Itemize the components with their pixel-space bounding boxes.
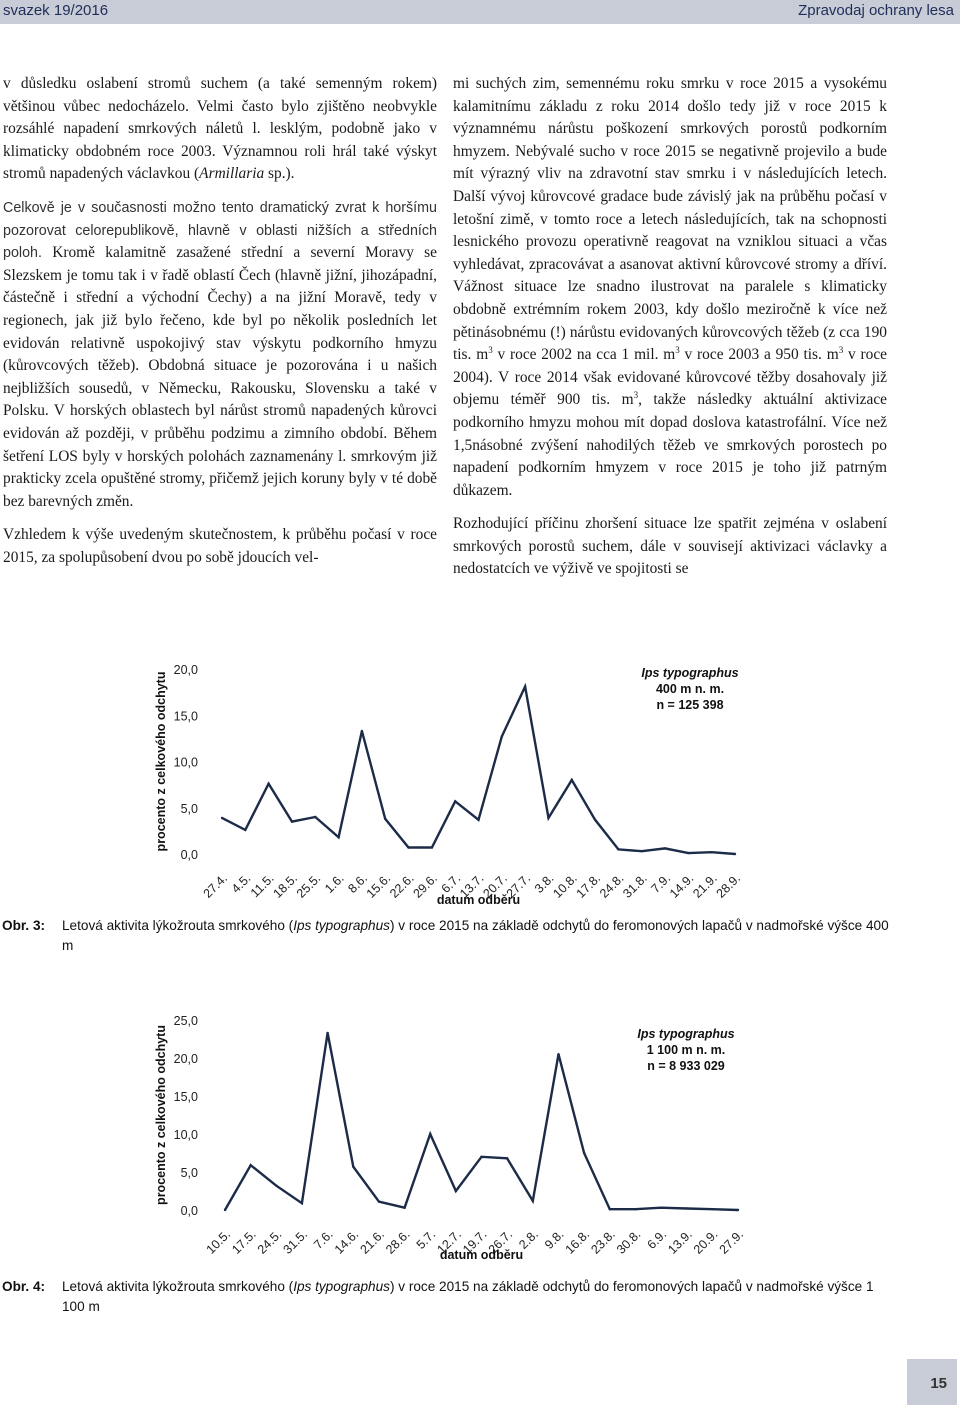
chart-flight-activity-1100m: [0, 1008, 960, 1268]
figure-caption: [0, 1277, 960, 1317]
y-tick-label: 15,0: [173, 709, 198, 724]
data-point: [609, 1208, 611, 1210]
y-tick-label: 15,0: [173, 1090, 198, 1104]
text-column-left: [3, 73, 437, 580]
data-point: [480, 1156, 482, 1158]
data-point: [267, 783, 269, 785]
data-point: [221, 817, 223, 819]
data-point: [664, 847, 666, 849]
chart-annotation: 1 100 m n. m.: [646, 1043, 726, 1057]
data-point: [660, 1207, 662, 1209]
x-tick-label: 21.9.: [690, 871, 720, 901]
x-tick-label: 2.8.: [516, 1227, 541, 1252]
x-tick-label: 11.5.: [247, 871, 277, 901]
x-tick-label: 7.6.: [311, 1227, 336, 1252]
x-tick-label: 6.7.: [438, 871, 464, 896]
x-tick-label: 8.6.: [345, 871, 371, 896]
page-header: [0, 0, 960, 24]
x-tick-label: 19.7.: [460, 1227, 490, 1257]
x-axis-title: datum odběru: [439, 1248, 524, 1262]
y-tick-label: 10,0: [173, 1128, 198, 1142]
x-tick-label: 25.5.: [293, 871, 324, 901]
caption-label: Obr. 4:: [2, 1279, 46, 1294]
x-tick-label: 12.7.: [434, 1227, 464, 1257]
chart-flight-activity-400m: [0, 655, 960, 910]
data-point: [711, 1208, 713, 1210]
x-tick-label: 13.9.: [665, 1227, 695, 1257]
data-point: [634, 1208, 636, 1210]
x-tick-label: 28.6.: [383, 1227, 413, 1257]
data-point: [454, 800, 456, 802]
data-point: [431, 846, 433, 848]
chart-annotation: Ips typographus: [637, 1027, 735, 1041]
journal-title: Zpravodaj ochrany lesa: [798, 2, 954, 19]
chart-svg: [0, 1008, 960, 1268]
data-point: [429, 1133, 431, 1135]
x-tick-label: 5.7.: [413, 1227, 439, 1252]
data-point: [361, 730, 363, 732]
data-point: [477, 819, 479, 821]
paragraph: Celkově je v současnosti možno tento dramatický zvrat k horšímu pozorovat celorepublikově, hlavně v oblasti nižších a středních poloh. Kromě kalamitně zasažené střední a severní Moravy se Slezskem je tomu tak i v řadě oblastí Čech (hlavně jižní, jihozápadní, částečně i střední a východní Čechy) a na jižní Moravě, tedy v regionech, jak již bylo řečeno, kde byl po několik posledních let evidován relativně uspokojivý stav výskytu podkorního hmyzu (kůrovcových těžeb). Obdobná situace je pozorována i u našich nejbližších sousedů, v Německu, Rakousku, Slovensku a také v Polsku. V horských oblastech byl nárůst stromů napadených kůrovci evidován až později, v průběhu podzimu a zimního období. Během šetření LOS byly v horských polohách zaznamenány l. smrkovým již prakticky zcela opuštěné stromy, přičemž jejich koruny byly v té době bez barevných změn.: [3, 199, 437, 510]
volume-label: svazek 19/2016: [3, 2, 109, 19]
page-number: 15: [930, 1375, 947, 1392]
data-point: [326, 1032, 328, 1034]
data-point: [583, 1152, 585, 1154]
x-tick-label: 22.6.: [387, 871, 417, 901]
x-tick-label: 1.6.: [322, 871, 347, 896]
data-point: [352, 1165, 354, 1167]
y-tick-label: 5,0: [180, 1166, 198, 1180]
y-tick-label: 25,0: [173, 1014, 198, 1028]
y-axis-title: procento z celkového odchytu: [154, 671, 168, 852]
x-tick-label: 28.9.: [713, 871, 744, 901]
x-tick-label: 23.8.: [588, 1227, 618, 1257]
data-point: [301, 1202, 303, 1204]
data-point: [455, 1190, 457, 1192]
x-tick-label: 16.8.: [562, 1227, 593, 1257]
data-point: [384, 818, 386, 820]
caption-text: Letová aktivita lýkožrouta smrkového (Ips typographus) v roce 2015 na základě odchytů do feromonových lapačů v nadmořské výšce 400 m: [62, 918, 889, 953]
x-tick-label: 13.7.: [457, 871, 487, 901]
x-tick-label: 15.6.: [363, 871, 394, 901]
x-tick-label: 31.8.: [620, 871, 650, 901]
data-point: [686, 1207, 688, 1209]
data-point: [710, 851, 712, 853]
data-point: [378, 1200, 380, 1202]
chart-annotation: 400 m n. m.: [655, 682, 725, 696]
chart-svg: [0, 655, 960, 910]
x-tick-label: 27.4.: [200, 871, 231, 901]
x-tick-label: 31.5.: [280, 1227, 311, 1257]
x-tick-label: 10.5.: [203, 1227, 234, 1257]
x-tick-label: 24.8.: [596, 871, 627, 901]
x-tick-label: 24.5.: [254, 1227, 285, 1257]
x-tick-label: 26.7.: [485, 1227, 516, 1257]
data-point: [617, 848, 619, 850]
text-column-right: [453, 73, 887, 592]
data-point: [275, 1184, 277, 1186]
x-tick-label: 20.7.: [480, 871, 510, 901]
y-tick-label: 5,0: [180, 801, 198, 816]
data-point: [594, 819, 596, 821]
y-tick-label: 0,0: [180, 1204, 198, 1218]
paragraph: v důsledku oslabení stromů suchem (a také semenným rokem) většinou vůbec nedocházelo. Velmi často bylo zjištěno neobvykle rozsáhlé napadení smrkových náletů l. lesklým, podobně jako v klimaticky obdobném roce 2003. Významnou roli hrál také výskyt stromů napadených václavkou (Armillaria sp.).: [3, 75, 437, 183]
x-tick-label: 17.5.: [229, 1227, 259, 1257]
y-tick-label: 0,0: [180, 848, 198, 862]
caption-text: Letová aktivita lýkožrouta smrkového (Ips typographus) v roce 2015 na základě odchytů do feromonových lapačů v nadmořské výšce 1 100 m: [62, 1279, 874, 1314]
paragraph: mi suchých zim, semennému roku smrku v roce 2015 a vysokému kalamitnímu základu z roku 2014 došlo tedy již v roce 2015 k významnému nárůstu poškození smrkových porostů podkorním hmyzem. Nebývalé sucho v roce 2015 se negativně projevilo a bude mít výrazný vliv na zdravotní stav smrku i v následujících letech. Další vývoj kůrovcové gradace bude závislý jak na průběhu počasí v letošní zimě, v tomto roce a letech následujících, tak na schopnosti lesnického provozu operativně reagovat na vzniklou situaci a včas vyhledávat, zpracovávat a asanovat aktivní kůrovcové stromy a dříví. Vážnost situace lze snadno ilustrovat na paralele s klimaticky obdobně extrémním rokem 2003, kdy došlo meziročně k více než pětinásobnému (!) nárůstu evidovaných kůrovcových těžeb (z cca 190 tis. $m^3$ v roce 2002 na cca 1 mil. $m^3$ v roce 2003 a 950 tis. $m^3$ v roce 2004). V roce 2014 však evidované kůrovcové těžby dosahovaly již objemu téměř 900 tis. $m^3$, takže následky aktuální aktivizace podkorního hmyzu mohou mít dopad doslova katastrofální. Více než 1,5násobné zvýšení nahodilých těžeb ve smrkových porostech po napadení podkorním hmyzem v roce 2015 je toho již patrným důkazem.: [453, 75, 887, 499]
x-tick-label: 9.8.: [541, 1227, 567, 1252]
data-point: [506, 1157, 508, 1159]
x-tick-label: 27.9.: [716, 1227, 747, 1257]
data-point: [291, 820, 293, 822]
data-point: [244, 829, 246, 831]
x-tick-label: 4.5.: [228, 871, 254, 896]
x-tick-label: 27.7.: [503, 871, 534, 901]
data-point: [557, 1053, 559, 1055]
x-tick-label: 17.8.: [573, 871, 604, 901]
paragraph: Rozhodující příčinu zhoršení situace lze spatřit zejména v oslabení smrkových porostů suchem, dále v souvisejí aktivizaci václavky a nedostatcích ve výživě ve spojitosti se: [453, 515, 887, 578]
y-tick-label: 20,0: [173, 1052, 198, 1066]
data-point: [337, 836, 339, 838]
data-point: [403, 1207, 405, 1209]
data-point: [249, 1164, 251, 1166]
data-point: [314, 816, 316, 818]
data-point: [547, 817, 549, 819]
x-tick-label: 30.8.: [613, 1227, 644, 1257]
chart-annotation: n = 8 933 029: [647, 1059, 725, 1073]
x-tick-label: 18.5.: [270, 871, 301, 901]
data-point: [641, 850, 643, 852]
data-point: [532, 1200, 534, 1202]
y-tick-label: 10,0: [173, 755, 198, 770]
y-axis-title: procento z celkového odchytu: [154, 1025, 168, 1205]
data-point: [687, 852, 689, 854]
data-point: [571, 779, 573, 781]
page-number-box: [907, 1359, 957, 1405]
data-point: [224, 1209, 226, 1211]
chart-annotation: Ips typographus: [641, 666, 739, 680]
caption-label: Obr. 3:: [2, 918, 46, 933]
x-tick-label: 7.9.: [648, 871, 674, 896]
x-tick-label: 14.6.: [331, 1227, 362, 1257]
y-tick-label: 20,0: [173, 663, 198, 677]
data-point: [737, 1209, 739, 1211]
chart-annotation: n = 125 398: [656, 698, 724, 712]
x-axis-title: datum odběru: [436, 893, 521, 907]
x-tick-label: 3.8.: [531, 871, 557, 896]
data-point: [407, 846, 409, 848]
figure-caption: [0, 916, 960, 956]
data-point: [734, 853, 736, 855]
data-point: [501, 735, 503, 737]
x-tick-label: 14.9.: [666, 871, 697, 901]
x-tick-label: 6.9.: [644, 1227, 670, 1252]
x-tick-label: 20.9.: [690, 1227, 721, 1257]
data-point: [524, 685, 526, 687]
x-tick-label: 10.8.: [550, 871, 580, 901]
paragraph: Vzhledem k výše uvedeným skutečnostem, k průběhu počasí v roce 2015, za spolupůsobení dvou po sobě jdoucích vel-: [3, 526, 437, 566]
x-tick-label: 21.6.: [357, 1227, 388, 1257]
x-tick-label: 29.6.: [410, 871, 440, 901]
